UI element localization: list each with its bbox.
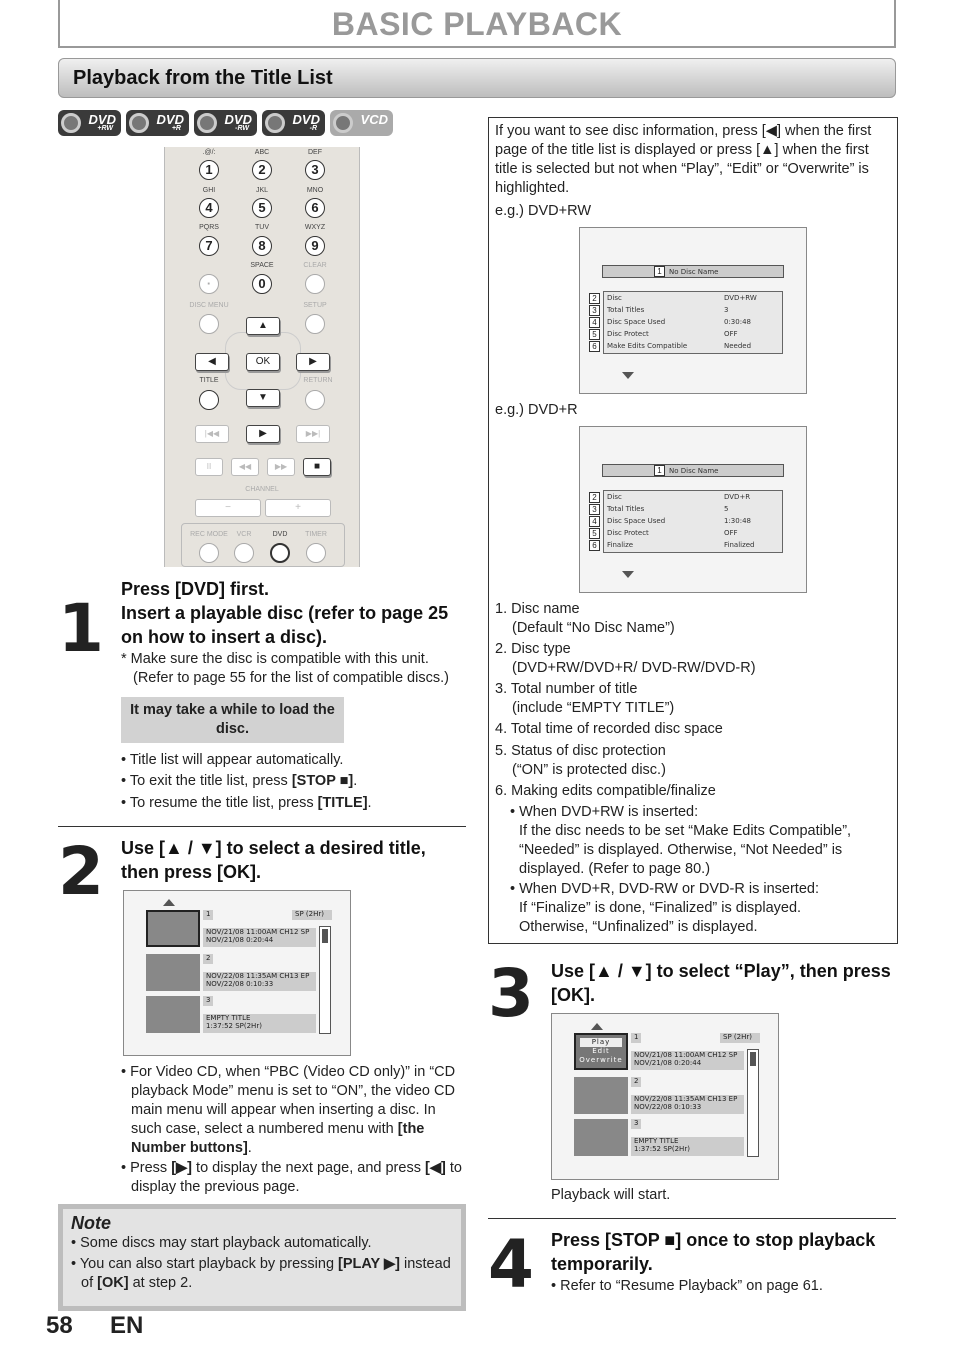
step2-bullet: • For Video CD, when “PBC (Video CD only)” in “CD playback Mode” menu is set to “ON”, the video CD main menu will appear when inserting a disc. In such case, select a numbered menu with [the Number buttons]. [121,1064,456,1156]
vcr-button[interactable] [234,543,254,563]
step-number: 4 [488,1226,534,1303]
remote-control-illustration: .@/: ABC DEF 1 2 3 GHI JKL MNO 4 5 6 PQRS TUV WXYZ 7 8 9 SPACE CLEAR · 0 DISC MENU SETUP ▲ ◀ OK ▶ ▼ TITLE RETURN |◀◀ ▶ ▶▶| II ◀◀ ▶▶ ■ CHANNEL − + REC MODE VCR DVD TIMER [164,147,360,567]
digit-4-button[interactable]: 4 [199,198,219,218]
scrollbar-thumb[interactable] [750,1052,756,1066]
scrollbar[interactable] [319,926,331,1034]
dvd-button[interactable] [270,543,290,563]
step1-note: * Make sure the disc is compatible with this unit. [121,651,429,667]
digit-6-button[interactable]: 6 [305,198,325,218]
skip-forward-button[interactable]: ▶▶| [296,425,330,443]
digit-5-button[interactable]: 5 [252,198,272,218]
rewind-button[interactable]: ◀◀ [231,458,259,476]
title-row[interactable]: NOV/22/08 11:35AM CH13 EP NOV/22/08 0:10:33 [631,1095,744,1114]
step1-bullet: • To exit the title list, press [STOP ■]. [121,773,358,789]
disc-icon [265,113,285,133]
title-thumbnail[interactable] [146,996,200,1033]
note-bullet: • You can also start playback by pressing [PLAY ▶] instead of [OK] at step 2. [71,1256,451,1291]
down-arrow-button[interactable]: ▼ [246,389,280,407]
title-row[interactable]: EMPTY TITLE 1:37:52 SP(2Hr) [631,1137,744,1156]
right-arrow-button[interactable]: ▶ [296,353,330,371]
info-intro: If you want to see disc information, press [◀] when the first page of the title list is displayed or press [▲] when the first title is selected but not when “Play”, “Edit” or “Overwrite” is highlighted. [495,123,872,196]
digit-0-button[interactable]: 0 [252,274,272,294]
section-title: Playback from the Title List [73,67,333,89]
channel-down-button[interactable]: − [195,499,261,517]
title-thumbnail[interactable] [574,1119,628,1156]
digit-8-button[interactable]: 8 [252,236,272,256]
info-list-item: 5. Status of disc protection [495,743,666,759]
title-menu-popup [574,1033,628,1070]
step2-heading: Use [▲ / ▼] to select a desired title, then press [OK]. [121,838,426,882]
step1-heading-2: Insert a playable disc (refer to page 25 on how to insert a disc). [121,603,449,647]
scroll-down-icon [622,372,634,379]
note-title: Note [71,1213,111,1233]
stop-button[interactable]: ■ [303,458,331,476]
title-row[interactable]: NOV/21/08 11:00AM CH12 SP NOV/21/08 0:20:44 [203,928,316,947]
page-title: BASIC PLAYBACK [331,6,623,42]
play-button[interactable]: ▶ [246,425,280,443]
channel-up-button[interactable]: + [265,499,331,517]
divider [488,1218,896,1219]
return-button[interactable] [305,390,325,410]
digit-3-button[interactable]: 3 [305,160,325,180]
info-sub-detail: If “Finalize” is done, “Finalized” is displayed. Otherwise, “Unfinalized” is displayed. [519,900,802,935]
dvd-plus-rw-logo: DVD +RW [58,110,121,136]
skip-back-button[interactable]: |◀◀ [195,425,229,443]
step3-result: Playback will start. [551,1187,671,1203]
pause-button[interactable]: II [195,458,223,476]
scrollbar-thumb[interactable] [322,929,328,943]
language-label: EN [110,1312,144,1339]
info-sub-detail: If the disc needs to be set “Make Edits Compatible”, “Needed” is displayed. Otherwise, “Not Needed” is displayed. (Refer to page 80.) [519,823,852,877]
scroll-down-icon [622,571,634,578]
title-list-screen: 1 SP (2Hr) NOV/21/08 11:00AM CH12 SP NOV/21/08 0:20:44 2 NOV/22/08 11:35AM CH13 EP NOV/22/08 0:10:33 3 EMPTY TITLE 1:37:52 SP(2Hr) [123,890,351,1056]
dvd-minus-r-logo: DVD -R [262,110,325,136]
disc-icon [333,113,353,133]
info-list-item: 6. Making edits compatible/finalize [495,783,716,799]
info-list-detail: (“ON” is protected disc.) [512,762,666,778]
info-list-detail: (DVD+RW/DVD+R/ DVD-RW/DVD-R) [512,660,756,676]
disc-name-bar: 1 No Disc Name [602,265,784,278]
title-row[interactable]: EMPTY TITLE 1:37:52 SP(2Hr) [203,1014,316,1033]
section-bar [58,58,896,98]
note-box [58,1204,466,1311]
up-arrow-button[interactable]: ▲ [246,317,280,335]
disc-icon [129,113,149,133]
info-list-item: 2. Disc type [495,641,571,657]
disc-info-box [488,117,898,944]
title-row[interactable]: NOV/22/08 11:35AM CH13 EP NOV/22/08 0:10:33 [203,972,316,991]
digit-9-button[interactable]: 9 [305,236,325,256]
menu-overwrite[interactable]: Overwrite [579,1056,623,1064]
note-bullet: • Some discs may start playback automatically. [71,1235,372,1251]
disc-info-screen-plus-r: 1 No Disc Name 2 3 4 5 6 Disc DVD+R Total Titles 5 Disc Space Used 1:30:48 Disc Protect OFF Finalize Finalized [579,426,807,593]
disc-menu-button[interactable] [199,314,219,334]
info-sub-bullet: • When DVD+R, DVD-RW or DVD-R is inserted: [510,881,819,897]
info-list-detail: (include “EMPTY TITLE”) [512,700,675,716]
menu-edit[interactable]: Edit [592,1047,610,1055]
recording-mode-label: SP (2Hr) [292,910,332,920]
page-header [58,0,896,48]
clear-button[interactable] [305,274,325,294]
title-button[interactable] [199,390,219,410]
digit-7-button[interactable]: 7 [199,236,219,256]
disc-icon [61,113,81,133]
disc-icon [197,113,217,133]
disc-name-bar: 1 No Disc Name [602,464,784,477]
fast-forward-button[interactable]: ▶▶ [267,458,295,476]
setup-button[interactable] [305,314,325,334]
digit-2-button[interactable]: 2 [252,160,272,180]
recording-mode-label: SP (2Hr) [720,1033,760,1043]
example-label: e.g.) DVD+R [495,402,578,418]
title-list-menu-screen: Play Edit Overwrite 1 SP (2Hr) NOV/21/08 11:00AM CH12 SP NOV/21/08 0:20:44 2 NOV/22/08 11:35AM CH13 EP NOV/22/08 0:10:33 3 EMPTY TITLE 1:37:52 SP(2Hr) [551,1013,779,1180]
digit-1-button[interactable]: 1 [199,160,219,180]
title-row[interactable]: NOV/21/08 11:00AM CH12 SP NOV/21/08 0:20:44 [631,1051,744,1070]
step3-heading: Use [▲ / ▼] to select “Play”, then press [OK]. [551,961,891,1005]
info-list-item: 3. Total number of title [495,681,638,697]
rec-mode-button[interactable] [199,543,219,563]
step2-bullet: • Press [▶] to display the next page, and press [◀] to display the previous page. [121,1160,462,1195]
step-number: 1 [58,590,104,667]
dvd-plus-r-logo: DVD +R [126,110,189,136]
step1-bullet: • To resume the title list, press [TITLE]. [121,795,372,811]
info-list-detail: (Default “No Disc Name”) [512,620,675,636]
loading-callout: It may take a while to load the disc. [121,697,344,743]
info-list-item: 1. Disc name [495,601,580,617]
timer-button[interactable] [306,543,326,563]
title-thumbnail[interactable] [574,1077,628,1114]
left-arrow-button[interactable]: ◀ [195,353,229,371]
info-sub-bullet: • When DVD+RW is inserted: [510,804,699,820]
vcd-logo: VCD [330,110,393,136]
divider [58,826,466,827]
title-thumbnail[interactable] [146,954,200,991]
step1-note-2: (Refer to page 55 for the list of compatible discs.) [133,670,449,686]
menu-play[interactable]: Play [580,1038,622,1047]
step-number: 2 [58,833,104,910]
step-number: 3 [488,955,534,1032]
step4-heading: Press [STOP ■] once to stop playback temporarily. [551,1230,876,1274]
dot-button[interactable]: · [199,274,219,294]
step4-bullet: • Refer to “Resume Playback” on page 61. [551,1278,823,1294]
step1-bullet: • Title list will appear automatically. [121,752,344,768]
disc-info-screen-plus-rw: 1 No Disc Name 2 3 4 5 6 Disc DVD+RW Total Titles 3 Disc Space Used 0:30:48 Disc Protect OFF Make Edits Compatible Needed [579,227,807,394]
step1-heading-1: Press [DVD] first. [121,579,270,599]
info-list-item: 4. Total time of recorded disc space [495,721,723,737]
scrollbar[interactable] [747,1049,759,1157]
dvd-minus-rw-logo: DVD -RW [194,110,257,136]
page-number: 58 [46,1312,73,1339]
example-label: e.g.) DVD+RW [495,203,592,219]
scroll-up-icon [163,899,175,906]
ok-button[interactable]: OK [246,353,280,371]
scroll-up-icon [591,1023,603,1030]
title-thumbnail[interactable] [146,910,200,947]
